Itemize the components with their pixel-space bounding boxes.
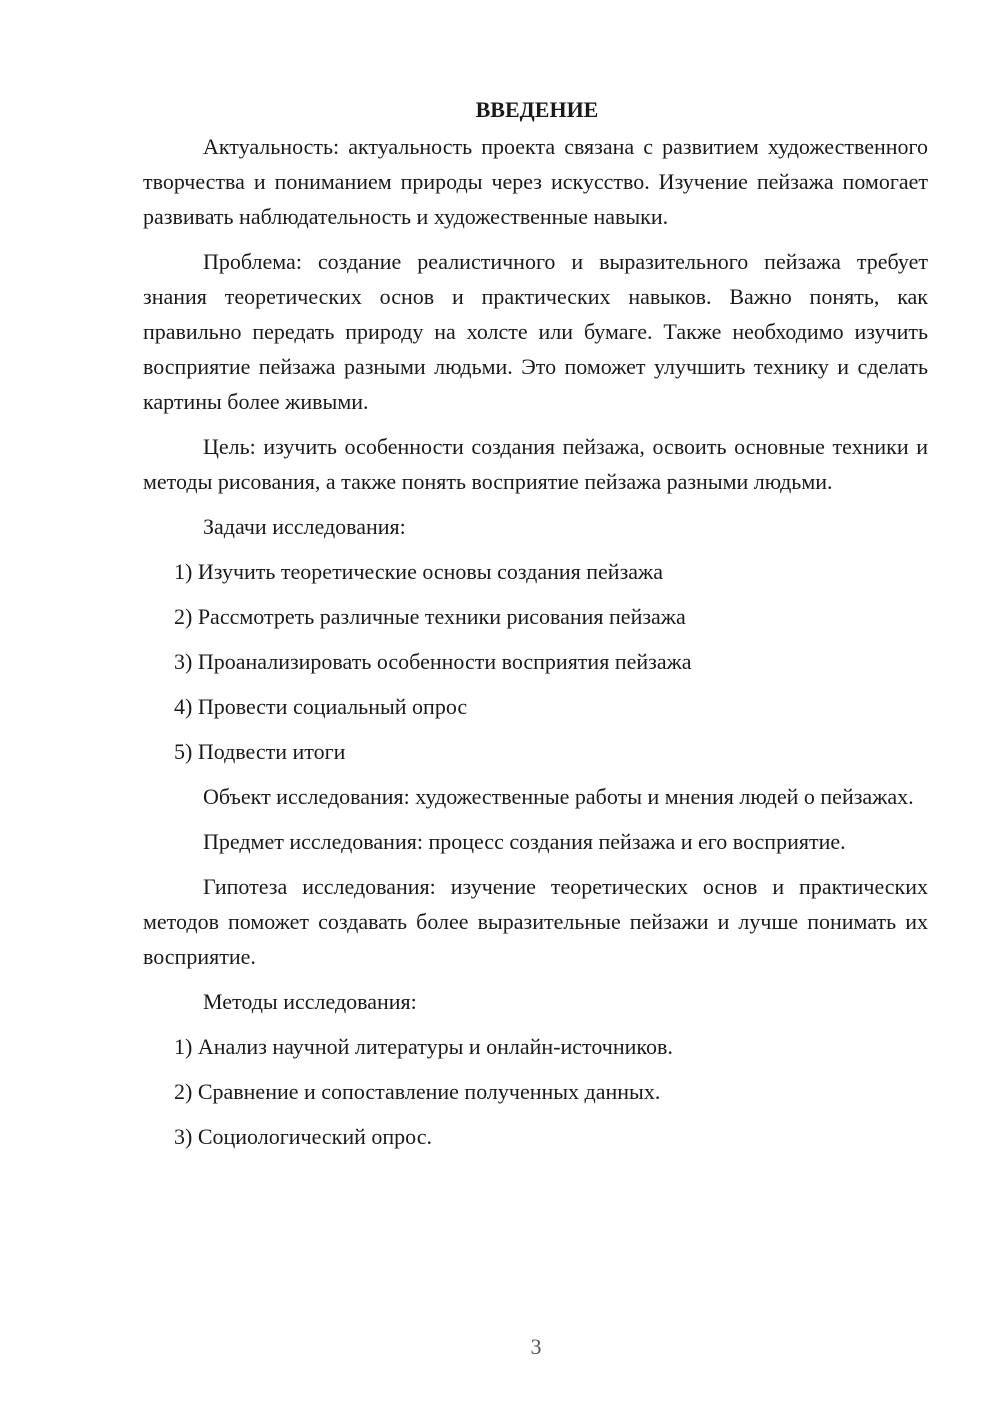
list-item: 4) Провести социальный опрос xyxy=(174,694,468,719)
relevance-paragraph: Актуальность: актуальность проекта связана с развитием художественного творчества и пониманием природы через искусство. Изучение пейзажа помогает развивать наблюдательность и художественные навыки. xyxy=(143,134,928,229)
list-item: 2) Сравнение и сопоставление полученных данных. xyxy=(174,1079,661,1104)
list-item: 1) Анализ научной литературы и онлайн-источников. xyxy=(174,1034,673,1059)
list-item: 2) Рассмотреть различные техники рисования пейзажа xyxy=(174,604,686,629)
list-item: 1) Изучить теоретические основы создания пейзажа xyxy=(174,559,663,584)
list-item: 5) Подвести итоги xyxy=(174,739,346,764)
list-item: 3) Социологический опрос. xyxy=(174,1124,432,1149)
methods-list xyxy=(143,1029,928,1154)
page-number: 3 xyxy=(530,1334,542,1359)
list-item: 3) Проанализировать особенности восприятия пейзажа xyxy=(174,649,692,674)
section-title: ВВЕДЕНИЕ xyxy=(475,97,599,122)
tasks-list xyxy=(143,554,928,769)
methods-heading: Методы исследования: xyxy=(203,989,417,1014)
tasks-heading: Задачи исследования: xyxy=(203,514,406,539)
hypothesis-paragraph: Гипотеза исследования: изучение теоретических основ и практических методов поможет создавать более выразительные пейзажи и лучше понимать их восприятие. xyxy=(143,874,928,969)
goal-paragraph: Цель: изучить особенности создания пейзажа, освоить основные техники и методы рисования, а также понять восприятие пейзажа разными людьми. xyxy=(143,434,928,494)
problem-paragraph: Проблема: создание реалистичного и выразительного пейзажа требует знания теоретических основ и практических навыков. Важно понять, как правильно передать природу на холсте или бумаге. Также необходимо изучить восприятие пейзажа разными людьми. Это поможет улучшить технику и сделать картины более живыми. xyxy=(143,249,928,414)
page-content xyxy=(143,92,928,1164)
object-paragraph: Объект исследования: художественные работы и мнения людей о пейзажах. xyxy=(203,784,914,809)
subject-paragraph: Предмет исследования: процесс создания пейзажа и его восприятие. xyxy=(203,829,846,854)
